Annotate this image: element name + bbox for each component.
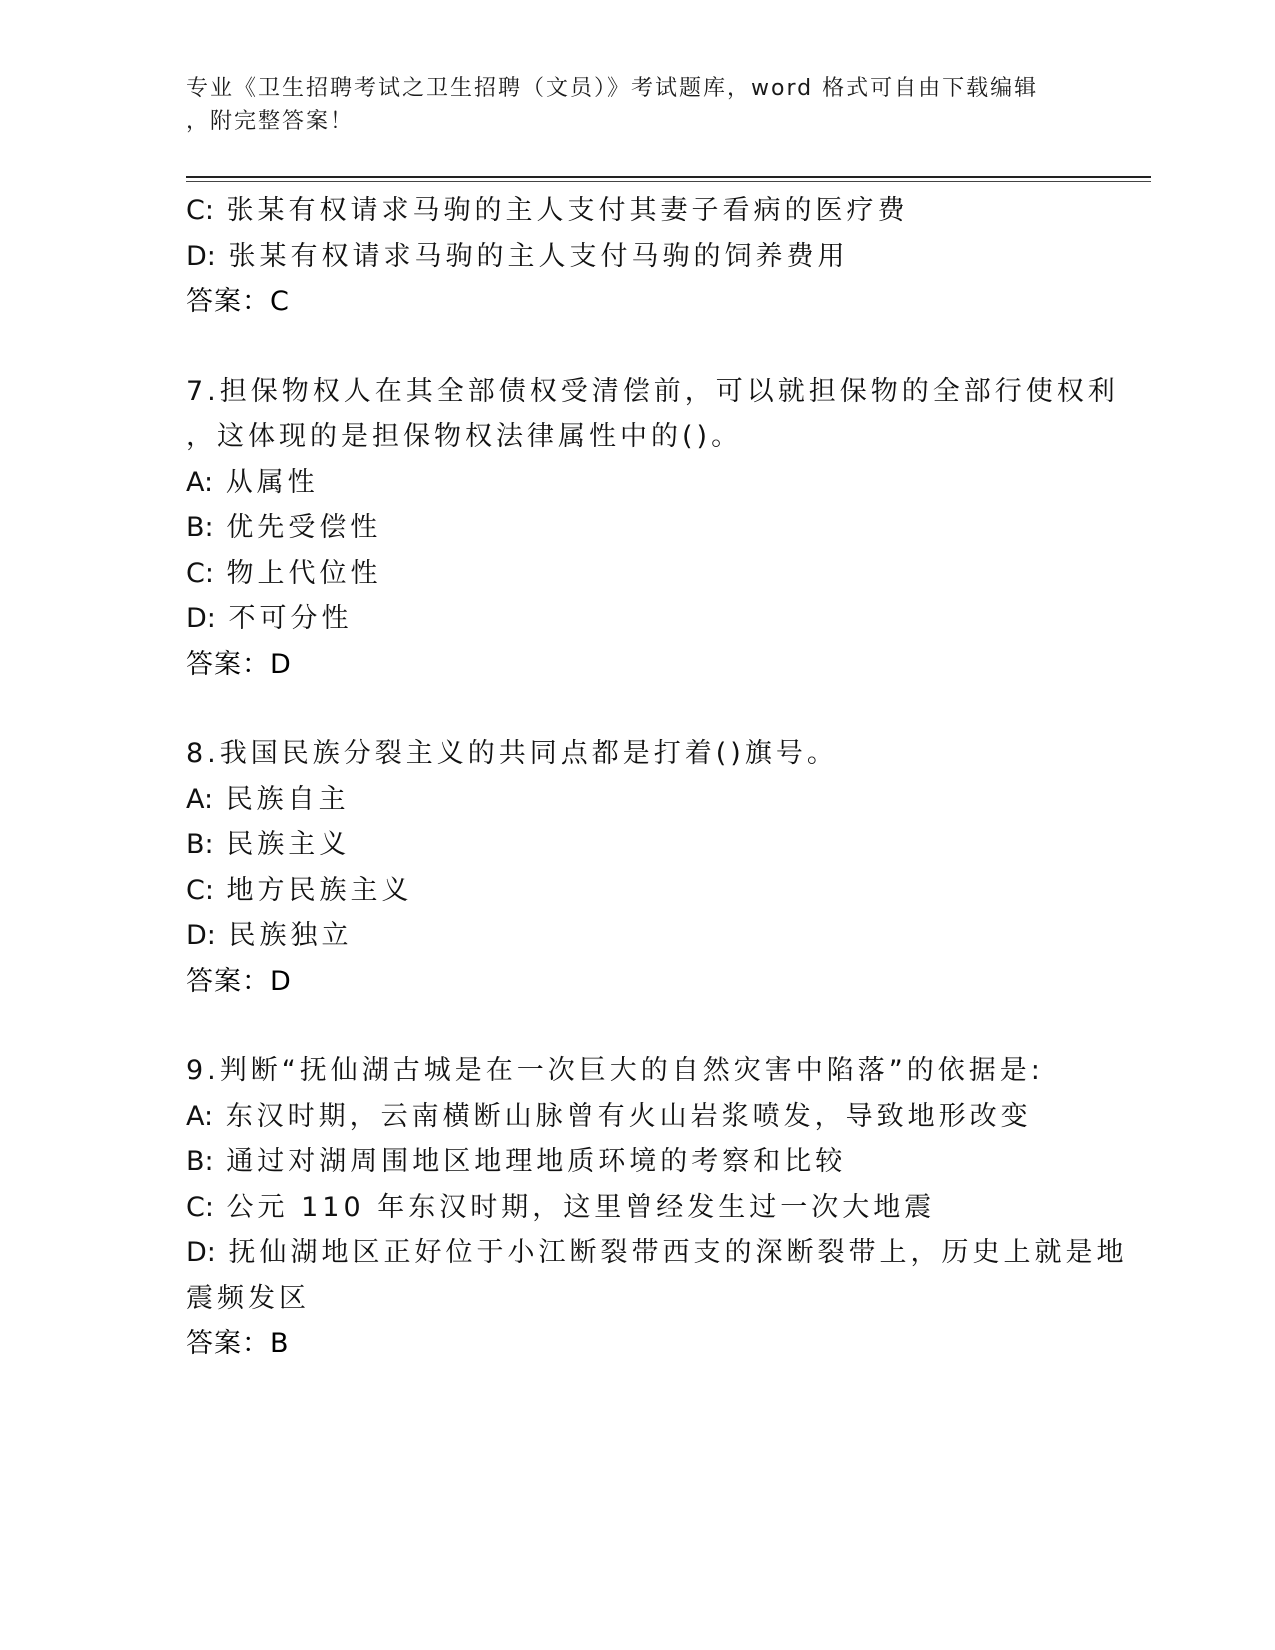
header-divider-thin [186,181,1151,182]
option-c: C: 物上代位性 [186,557,382,589]
answer-label: 答案：C [186,286,290,317]
question-7 [186,369,1119,688]
option-c: C: 公元 110 年东汉时期，这里曾经发生过一次大地震 [186,1191,936,1223]
question-stem: 8.我国民族分裂主义的共同点都是打着()旗号。 [186,738,838,769]
page-header [186,72,1086,138]
option-a: A: 东汉时期，云南横断山脉曾有火山岩浆喷发，导致地形改变 [186,1100,1032,1132]
question-8 [186,731,1086,1004]
question-6 [186,188,1086,325]
option-a: A: 从属性 [186,466,319,498]
header-title-line2: ，附完整答案！ [186,109,355,134]
header-divider [186,176,1151,178]
option-d: D: 张某有权请求马驹的主人支付马驹的饲养费用 [186,240,849,272]
option-d-continued: 震频发区 [186,1282,310,1314]
answer-label: 答案：D [186,648,292,680]
option-d: D: 抚仙湖地区正好位于小江断裂带西支的深断裂带上，历史上就是地 [186,1237,1128,1268]
option-b: B: 通过对湖周围地区地理地质环境的考察和比较 [186,1146,847,1177]
option-d: D: 民族独立 [186,920,353,951]
option-b: B: 优先受偿性 [186,512,382,543]
option-c: C: 张某有权请求马驹的主人支付其妻子看病的医疗费 [186,195,909,226]
option-b: B: 民族主义 [186,829,351,860]
answer-label: 答案：B [186,1328,290,1359]
question-list [186,188,1128,1367]
question-stem: 7.担保物权人在其全部债权受清偿前，可以就担保物的全部行使权利 [186,375,1119,407]
question-stem: 9.判断“抚仙湖古城是在一次巨大的自然灾害中陷落”的依据是: [186,1055,1044,1086]
question-9 [186,1048,1128,1367]
header-title-line1: 专业《卫生招聘考试之卫生招聘（文员）》考试题库，word 格式可自由下载编辑 [186,76,1039,101]
question-stem-continued: ，这体现的是担保物权法律属性中的()。 [186,421,743,452]
option-d: D: 不可分性 [186,603,353,634]
answer-label: 答案：D [186,965,292,997]
option-a: A: 民族自主 [186,783,350,815]
option-c: C: 地方民族主义 [186,874,413,906]
